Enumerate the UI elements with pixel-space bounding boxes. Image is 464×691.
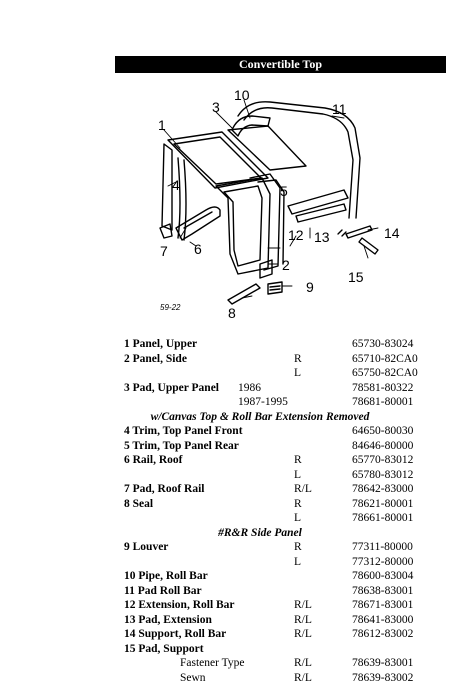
part-number: 78641-83000	[352, 613, 414, 626]
callout-14: 14	[384, 225, 400, 241]
part-side: R/L	[294, 628, 312, 641]
part-description: 3 Pad, Upper Panel	[124, 381, 219, 394]
part-number: 78671-83001	[352, 599, 414, 612]
callout-11: 11	[332, 101, 347, 117]
part-description: 13 Pad, Extension	[124, 613, 212, 626]
callout-4: 4	[172, 177, 180, 193]
part-side: R	[294, 352, 302, 365]
part-number: 84646-80000	[352, 439, 414, 452]
part-number: 65750-82CA0	[352, 367, 418, 380]
part-number: 78600-83004	[352, 570, 414, 583]
part-side: R	[294, 541, 302, 554]
part-description: 5 Trim, Top Panel Rear	[124, 439, 239, 452]
part-subdescription: Fastener Type	[180, 657, 245, 670]
part-number: 78621-80001	[352, 497, 414, 510]
callout-1: 1	[158, 117, 166, 133]
part-side: L	[294, 512, 302, 525]
part-side: R	[294, 454, 302, 467]
part-description: 10 Pipe, Roll Bar	[124, 570, 208, 583]
callout-7: 7	[160, 243, 168, 259]
part-number: 65730-83024	[352, 338, 414, 350]
part-description: 7 Pad, Roof Rail	[124, 483, 205, 496]
callout-2: 2	[282, 257, 290, 273]
part-number: 78661-80001	[352, 512, 414, 525]
part-number: 78639-83001	[352, 657, 414, 670]
part-side: R/L	[294, 671, 312, 684]
part-description: 2 Panel, Side	[124, 352, 187, 365]
part-number: 64650-80030	[352, 425, 414, 438]
part-description: 12 Extension, Roll Bar	[124, 599, 235, 612]
part-description: 4 Trim, Top Panel Front	[124, 425, 243, 438]
section-title: Convertible Top	[115, 56, 446, 73]
parts-note: w/Canvas Top & Roll Bar Extension Removed	[150, 410, 370, 423]
part-side: R/L	[294, 599, 312, 612]
part-side: R/L	[294, 613, 312, 626]
part-number: 78638-83001	[352, 584, 414, 597]
part-side: L	[294, 367, 302, 380]
part-number: 77311-80000	[352, 541, 413, 554]
callout-13: 13	[314, 229, 330, 245]
part-description: 1 Panel, Upper	[124, 338, 198, 350]
part-description: 14 Support, Roll Bar	[124, 628, 227, 641]
part-description: 8 Seal	[124, 497, 154, 510]
callout-6: 6	[194, 241, 202, 257]
part-side: R	[294, 497, 302, 510]
part-year: 1986	[238, 381, 261, 394]
callout-5: 5	[280, 183, 288, 199]
part-number: 78681-80001	[352, 396, 414, 409]
part-description: 9 Louver	[124, 541, 169, 554]
part-number: 78581-80322	[352, 381, 414, 394]
callout-3: 3	[212, 99, 220, 115]
part-number: 78639-83002	[352, 671, 414, 684]
part-description: 6 Rail, Roof	[124, 454, 183, 467]
part-side: R/L	[294, 483, 312, 496]
part-side: L	[294, 555, 302, 568]
callout-12: 12	[288, 227, 304, 243]
callout-15: 15	[348, 269, 364, 285]
callout-8: 8	[228, 305, 236, 321]
part-description: 11 Pad Roll Bar	[124, 584, 202, 597]
part-number: 78642-83000	[352, 483, 414, 496]
parts-note: #R&R Side Panel	[218, 526, 302, 539]
part-year: 1987-1995	[238, 396, 288, 409]
part-side: R/L	[294, 657, 312, 670]
part-number: 65780-83012	[352, 468, 414, 481]
figure-id: 59-22	[160, 303, 181, 312]
part-side: L	[294, 468, 302, 481]
part-description: 15 Pad, Support	[124, 642, 204, 655]
part-number: 65710-82CA0	[352, 352, 418, 365]
part-number: 78612-83002	[352, 628, 414, 641]
part-number: 77312-80000	[352, 555, 414, 568]
part-subdescription: Sewn	[180, 671, 206, 684]
part-number: 65770-83012	[352, 454, 414, 467]
callout-10: 10	[234, 87, 250, 103]
callout-9: 9	[306, 279, 314, 295]
